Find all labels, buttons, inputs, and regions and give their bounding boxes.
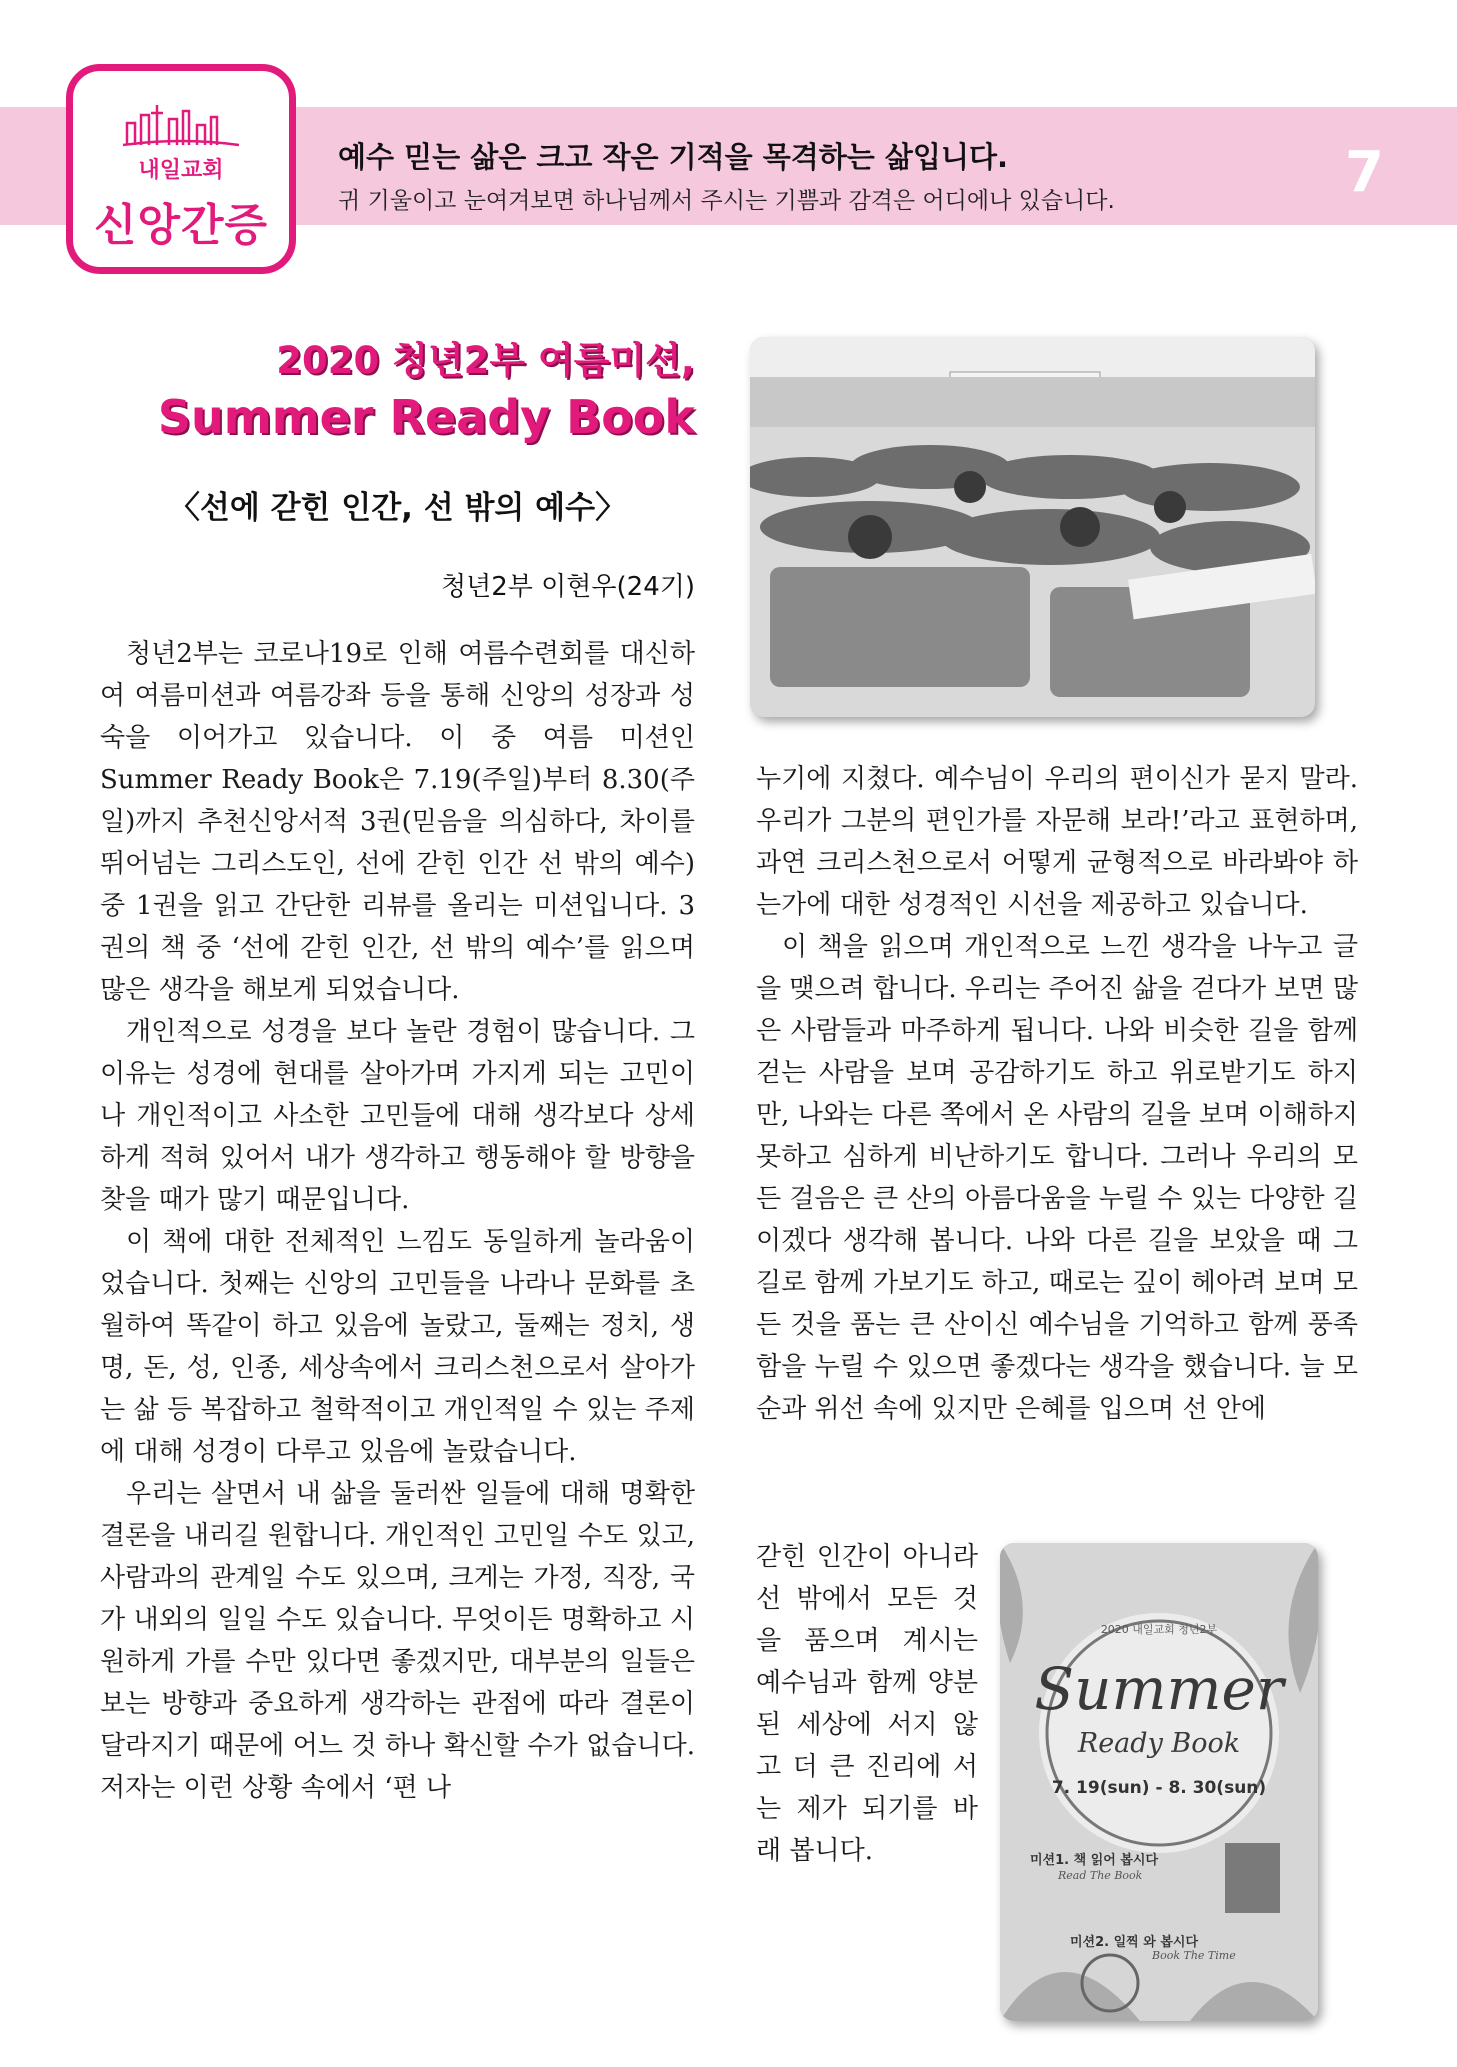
paragraph: 누기에 지쳤다. 예수님이 우리의 편이신가 묻지 말라. 우리가 그분의 편인가를 자문해 보라!’라고 표현하며, 과연 크리스천으로서 어떻게 균형적으로 바라봐야 하는가에 대한 성경적인 시선을 제공하고 있습니다. — [756, 764, 1358, 920]
paragraph: 우리는 살면서 내 삶을 둘러싼 일들에 대해 명확한 결론을 내리길 원합니다. 개인적인 고민일 수도 있고, 사람과의 관계일 수도 있으며, 크게는 가정, 직장, 국가 내외의 일일 수도 있습니다. 무엇이든 명확하고 시원하게 가를 수만 있다면 좋겠지만, 대부분의 일들은 보는 방향과 중요하게 생각하는 관점에 따라 결론이 달라지기 때문에 어느 것 하나 확신할 수가 없습니다. 저자는 이런 상황 속에서 ‘편 나 — [100, 1479, 695, 1803]
paragraph: 이 책을 읽으며 개인적으로 느낀 생각을 나누고 글을 맺으려 합니다. 우리는 주어진 삶을 걷다가 보면 많은 사람들과 마주하게 됩니다. 나와 비슷한 길을 함께 걷는 사람을 보며 공감하기도 하고 위로받기도 하지만, 나와는 다른 쪽에서 온 사람의 길을 보며 이해하지 못하고 심하게 비난하기도 합니다. 그러나 우리의 모든 걸음은 큰 산의 아름다움을 누릴 수 있는 다양한 길이겠다 생각해 봅니다. 나와 다른 길을 보았을 때 그 길로 함께 가보기도 하고, 때로는 깊이 헤아려 보며 모든 것을 품는 큰 산이신 예수님을 기억하고 함께 풍족함을 누릴 수 있으면 좋겠다는 생각을 했습니다. 늘 모순과 위선 속에 있지만 은혜를 입으며 선 안에 — [756, 932, 1358, 1424]
body-column-1 — [100, 633, 695, 1943]
section-title: 신앙간증 — [93, 200, 268, 251]
poster-title: Summer — [1034, 1655, 1284, 1723]
article-title-line1: 2020 청년2부 여름미션, — [276, 339, 695, 382]
event-photo — [750, 337, 1315, 717]
poster-subtitle: Ready Book — [1077, 1728, 1241, 1759]
article-author: 청년2부 이현우(24기) — [441, 572, 695, 602]
header-subtitle: 귀 기울이고 눈여겨보면 하나님께서 주시는 기쁨과 감격은 어디에나 있습니다. — [338, 188, 1115, 214]
body-column-3 — [756, 1536, 978, 1872]
article-subtitle: 〈선에 갇힌 인간, 선 밖의 예수〉 — [168, 490, 627, 526]
header-title: 예수 믿는 삶은 크고 작은 기적을 목격하는 삶입니다. — [338, 140, 1008, 174]
page-number: 7 — [1345, 140, 1384, 205]
poster-mission2: 미션2. 일찍 와 봅시다 — [1070, 1935, 1199, 1950]
poster-dates: 7. 19(sun) - 8. 30(sun) — [1051, 1778, 1267, 1798]
audience-photo-illustration — [750, 337, 1315, 717]
poster-top-text: 2020 내일교회 청년2부 — [1100, 1623, 1218, 1636]
body-column-2 — [756, 758, 1358, 1430]
article-title-line2: Summer Ready Book — [157, 390, 695, 444]
poster-mission1: 미션1. 책 읽어 봅시다 — [1030, 1853, 1159, 1868]
paragraph: 청년2부는 코로나19로 인해 여름수련회를 대신하여 여름미션과 여름강좌 등을 통해 신앙의 성장과 성숙을 이어가고 있습니다. 이 중 여름 미션인 Summer Ready Book은 7.19(주일)부터 8.30(주일)까지 추천신앙서적 3권(믿음을 의심하다, 차이를 뛰어넘는 그리스도인, 선에 갇힌 인간 선 밖의 예수) 중 1권을 읽고 간단한 리뷰를 올리는 미션입니다. 3권의 책 중 ‘선에 갇힌 인간, 선 밖의 예수’를 읽으며 많은 생각을 해보게 되었습니다. — [100, 639, 695, 1005]
church-skyline-icon — [121, 101, 241, 147]
section-logo — [66, 64, 296, 274]
poster-mission2-en: Book The Time — [1152, 1949, 1236, 1962]
paragraph: 이 책에 대한 전체적인 느낌도 동일하게 놀라움이었습니다. 첫째는 신앙의 고민들을 나라나 문화를 초월하여 똑같이 하고 있음에 놀랐고, 둘째는 정치, 생명, 돈, 성, 인종, 세상속에서 크리스천으로서 살아가는 삶 등 복잡하고 철학적이고 개인적일 수 있는 주제에 대해 성경이 다루고 있음에 놀랐습니다. — [100, 1227, 695, 1467]
summer-ready-book-poster — [1000, 1543, 1318, 2021]
paragraph: 갇힌 인간이 아니라 선 밖에서 모든 것을 품으며 계시는 예수님과 함께 양분된 세상에 서지 않고 더 큰 진리에 서는 제가 되기를 바래 봅니다. — [756, 1542, 978, 1866]
church-name: 내일교회 — [138, 158, 224, 183]
paragraph: 개인적으로 성경을 보다 놀란 경험이 많습니다. 그 이유는 성경에 현대를 살아가며 가지게 되는 고민이나 개인적이고 사소한 고민들에 대해 생각보다 상세하게 적혀 있어서 내가 생각하고 행동해야 할 방향을 찾을 때가 많기 때문입니다. — [100, 1017, 695, 1215]
poster-mission1-en: Read The Book — [1058, 1869, 1143, 1882]
